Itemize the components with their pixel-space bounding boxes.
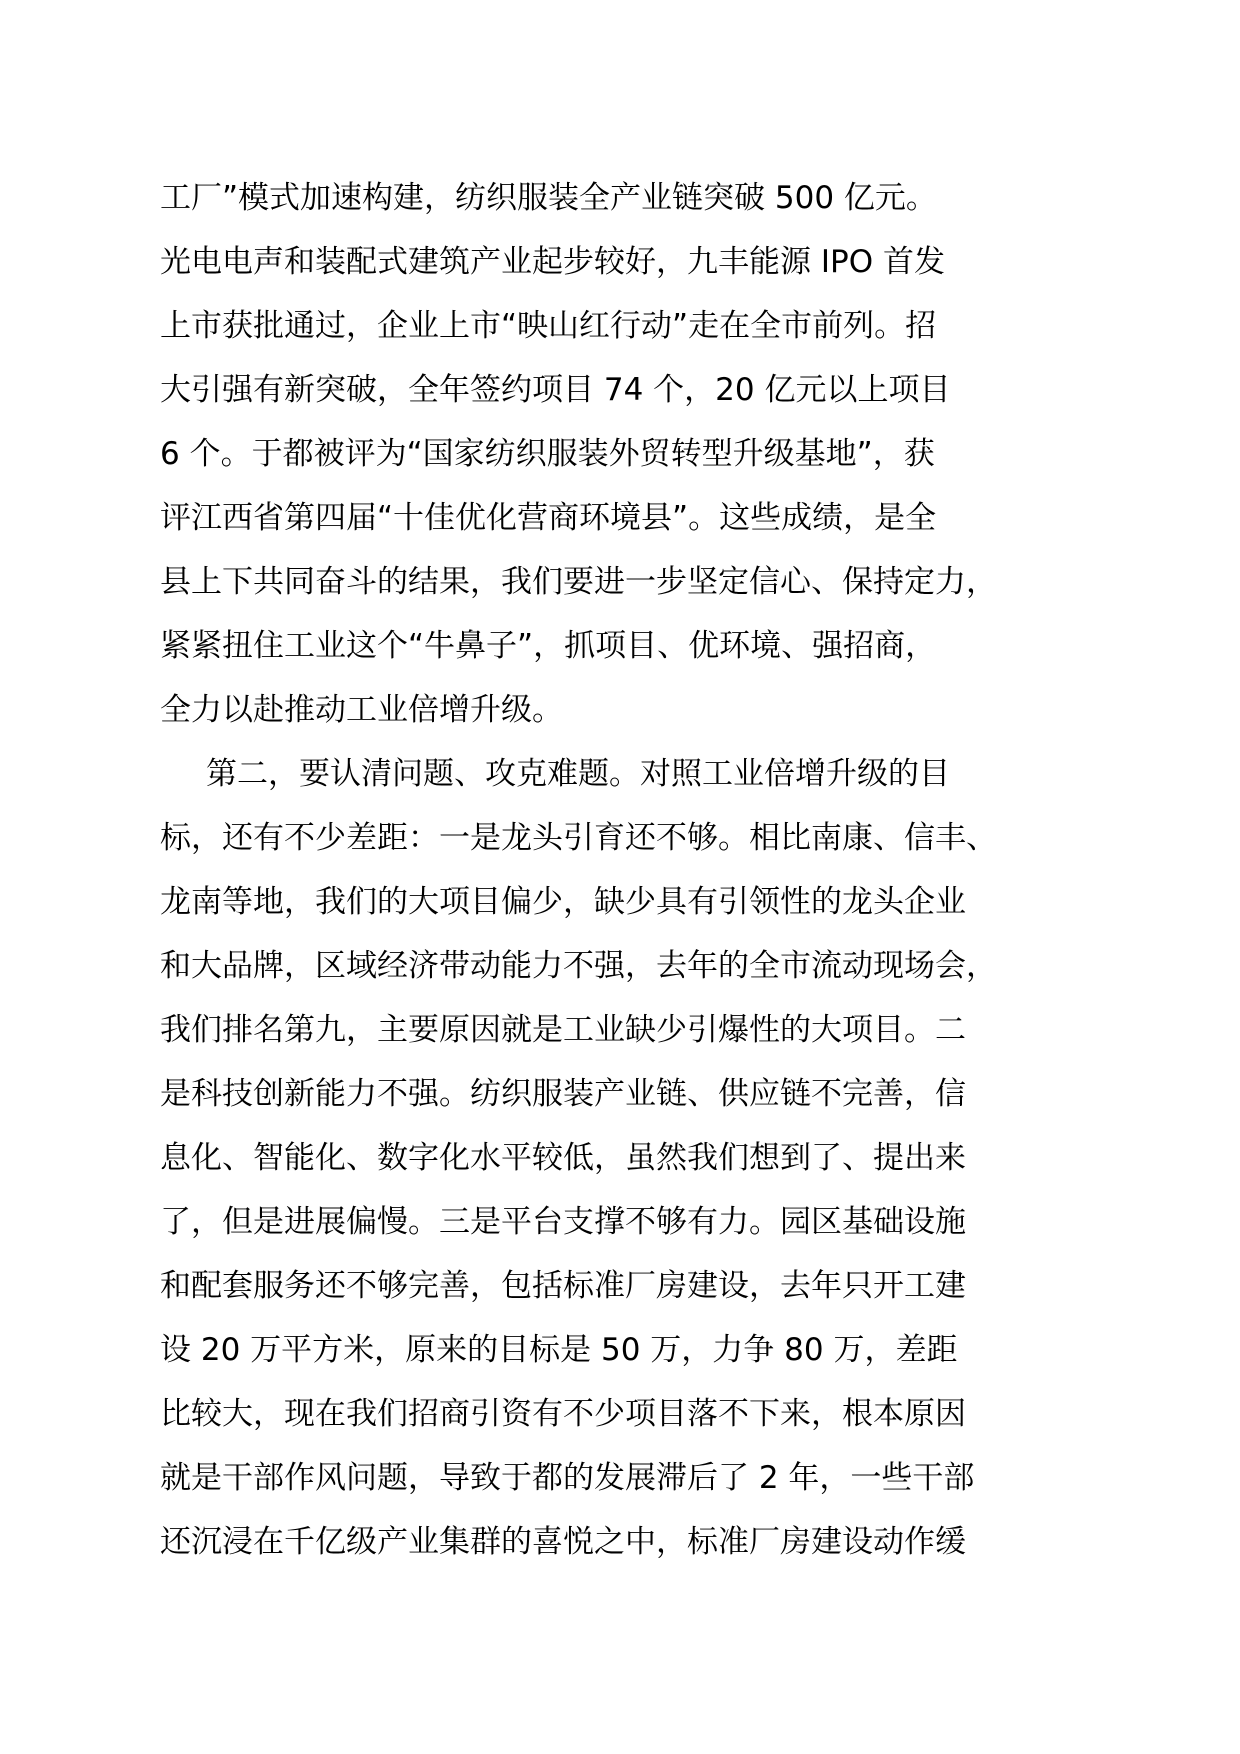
body-text [160,166,1120,1574]
text-line: 了，但是进展偏慢。三是平台支撑不够有力。园区基础设施 [160,1204,966,1240]
text-line: 标，还有不少差距：一是龙头引育还不够。相比南康、信丰、 [160,820,997,856]
text-line: 就是干部作风问题，导致于都的发展滞后了 2 年，一些干部 [160,1460,975,1496]
text-line: 大引强有新突破，全年签约项目 74 个，20 亿元以上项目 [160,372,951,408]
text-line: 工厂”模式加速构建，纺织服装全产业链突破 500 亿元。 [160,180,937,216]
text-line: 是科技创新能力不强。纺织服装产业链、供应链不完善，信 [160,1076,966,1112]
text-line: 比较大，现在我们招商引资有不少项目落不下来，根本原因 [160,1396,966,1432]
text-line: 设 20 万平方米，原来的目标是 50 万，力争 80 万，差距 [160,1332,958,1368]
text-line: 和大品牌，区域经济带动能力不强，去年的全市流动现场会， [160,948,997,984]
text-line: 和配套服务还不够完善，包括标准厂房建设，去年只开工建 [160,1268,966,1304]
text-line: 县上下共同奋斗的结果，我们要进一步坚定信心、保持定力， [160,564,997,600]
text-line: 上市获批通过，企业上市“映山红行动”走在全市前列。招 [160,308,937,344]
text-line: 全力以赴推动工业倍增升级。 [160,692,563,728]
text-line: 紧紧扭住工业这个“牛鼻子”，抓项目、优环境、强招商， [160,628,937,664]
paragraph-first-line: 第二，要认清问题、攻克难题。对照工业倍增升级的目 [206,756,950,792]
text-line: 息化、智能化、数字化水平较低，虽然我们想到了、提出来 [160,1140,966,1176]
text-line: 还沉浸在千亿级产业集群的喜悦之中，标准厂房建设动作缓 [160,1524,966,1560]
text-line: 我们排名第九，主要原因就是工业缺少引爆性的大项目。二 [160,1012,966,1048]
text-line: 评江西省第四届“十佳优化营商环境县”。这些成绩，是全 [160,500,937,536]
text-line: 6 个。于都被评为“国家纺织服装外贸转型升级基地”，获 [160,436,935,472]
text-line: 光电电声和装配式建筑产业起步较好，九丰能源 IPO 首发 [160,244,945,280]
text-line: 龙南等地，我们的大项目偏少，缺少具有引领性的龙头企业 [160,884,966,920]
